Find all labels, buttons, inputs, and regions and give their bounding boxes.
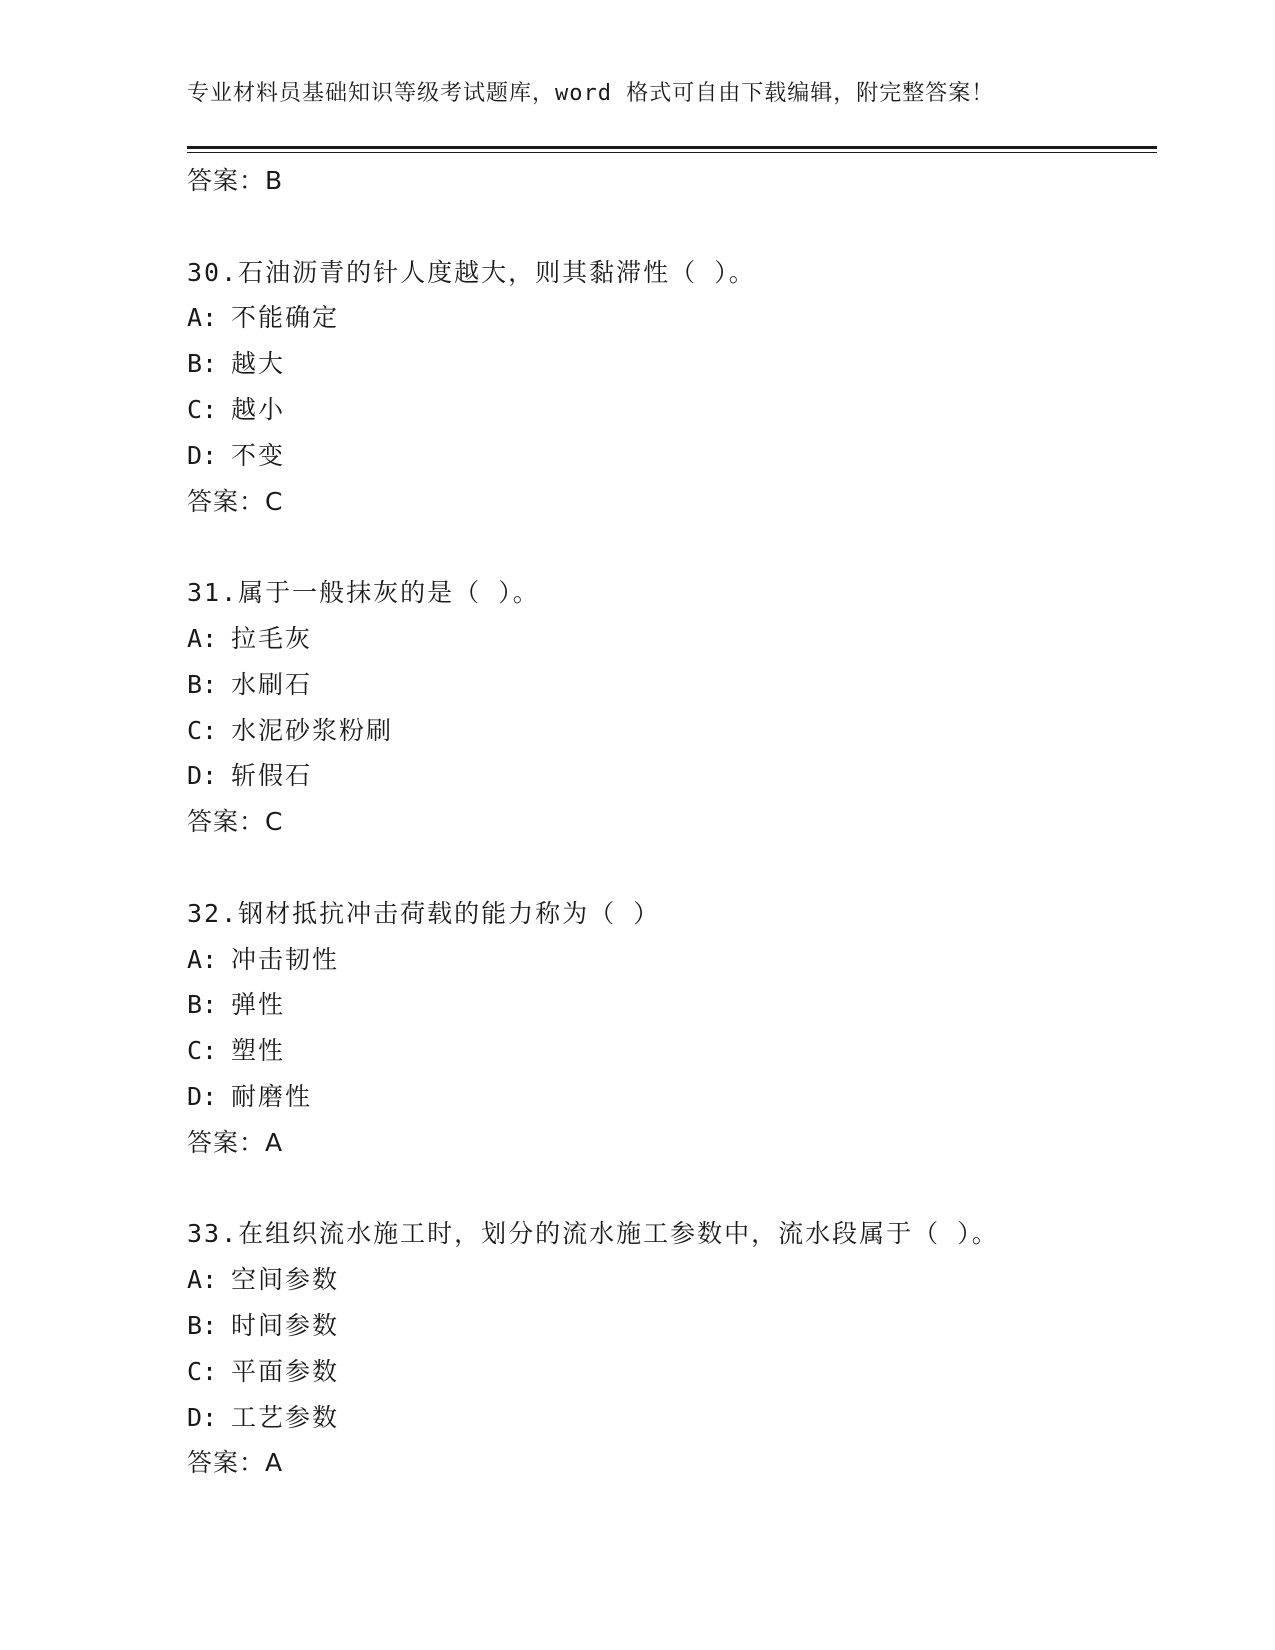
- option-b: [187, 662, 1157, 708]
- option-text: 空间参数: [231, 1265, 340, 1295]
- option-letter: C:: [187, 1036, 218, 1066]
- option-letter: C:: [187, 715, 218, 745]
- option-c: [187, 387, 1157, 433]
- option-d: [187, 1074, 1157, 1120]
- option-text: 水泥砂浆粉刷: [231, 715, 394, 745]
- option-text: 冲击韧性: [231, 944, 340, 974]
- option-text: 塑性: [231, 1036, 286, 1066]
- option-letter: C:: [187, 394, 218, 424]
- option-letter: B:: [187, 990, 218, 1020]
- answer-line: 答案：C: [187, 807, 284, 837]
- option-letter: D:: [187, 761, 218, 791]
- option-c: [187, 1028, 1157, 1074]
- option-text: 越大: [231, 349, 286, 379]
- question-stem: 33.在组织流水施工时，划分的流水施工参数中，流水段属于（ ）。: [187, 1219, 999, 1249]
- option-text: 水刷石: [231, 669, 313, 699]
- option-text: 拉毛灰: [231, 623, 313, 653]
- question-list: [187, 158, 1157, 1486]
- option-letter: A:: [187, 944, 218, 974]
- option-c: [187, 708, 1157, 754]
- option-letter: C:: [187, 1356, 218, 1386]
- option-text: 平面参数: [231, 1356, 340, 1386]
- option-letter: D:: [187, 1402, 218, 1432]
- header-rule-thick: [187, 146, 1157, 149]
- option-text: 弹性: [231, 990, 286, 1020]
- option-text: 不能确定: [231, 303, 340, 333]
- option-c: [187, 1349, 1157, 1395]
- option-a: [187, 937, 1157, 983]
- option-letter: B:: [187, 1310, 218, 1340]
- option-d: [187, 433, 1157, 479]
- header-rule-thin: [187, 152, 1157, 153]
- option-b: [187, 982, 1157, 1028]
- option-letter: B:: [187, 669, 218, 699]
- answer-line: 答案：C: [187, 486, 284, 516]
- option-b: [187, 341, 1157, 387]
- option-letter: D:: [187, 1081, 218, 1111]
- question-stem: 30.石油沥青的针人度越大，则其黏滞性（ ）。: [187, 257, 756, 287]
- option-text: 耐磨性: [231, 1081, 313, 1111]
- option-letter: A:: [187, 1265, 218, 1295]
- option-letter: D:: [187, 440, 218, 470]
- question-stem: 31.属于一般抹灰的是（ ）。: [187, 578, 540, 608]
- option-text: 不变: [231, 440, 286, 470]
- option-text: 斩假石: [231, 761, 313, 791]
- option-letter: A:: [187, 623, 218, 653]
- option-d: [187, 753, 1157, 799]
- option-text: 时间参数: [231, 1310, 340, 1340]
- option-text: 工艺参数: [231, 1402, 340, 1432]
- previous-answer: 答案：B: [187, 166, 284, 195]
- option-letter: B:: [187, 349, 218, 379]
- option-letter: A:: [187, 303, 218, 333]
- page-header: 专业材料员基础知识等级考试题库，word 格式可自由下载编辑，附完整答案！: [187, 81, 995, 106]
- option-a: [187, 295, 1157, 341]
- option-text: 越小: [231, 394, 286, 424]
- option-a: [187, 1257, 1157, 1303]
- answer-line: 答案：A: [187, 1127, 284, 1157]
- question-stem: 32.钢材抵抗冲击荷载的能力称为（ ）: [187, 898, 661, 928]
- option-a: [187, 616, 1157, 662]
- option-b: [187, 1303, 1157, 1349]
- answer-line: 答案：A: [187, 1448, 284, 1478]
- option-d: [187, 1395, 1157, 1441]
